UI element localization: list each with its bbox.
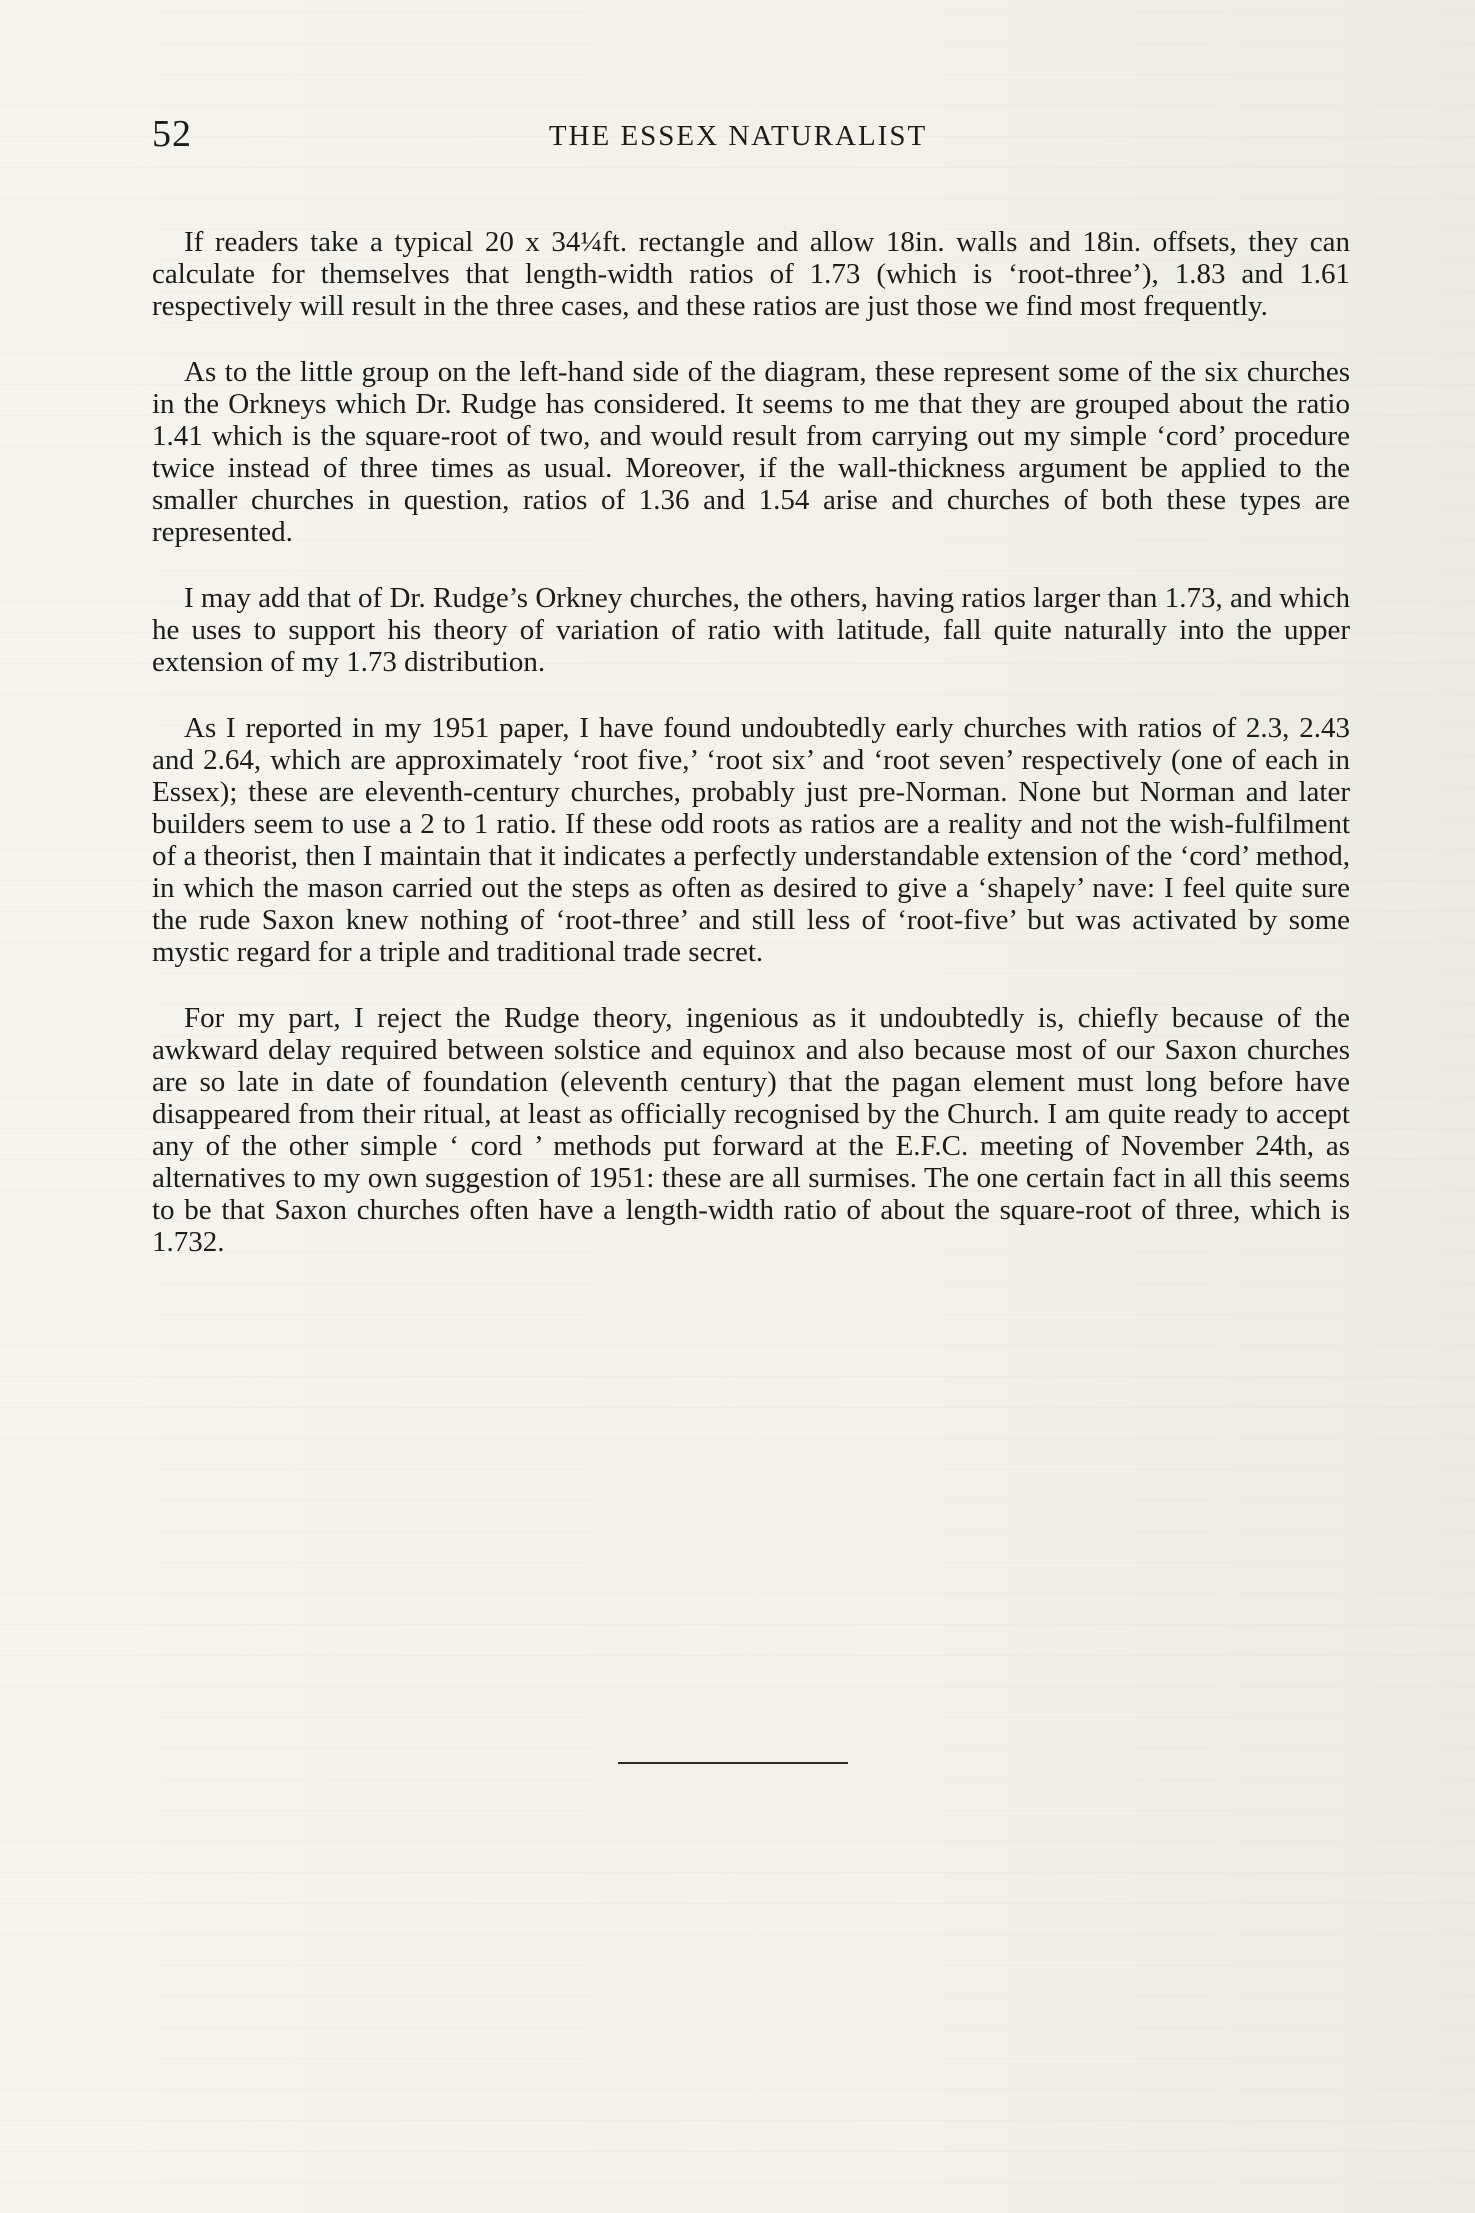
section-end-rule bbox=[618, 1762, 848, 1764]
paragraph-readers-rectangle: If readers take a typical 20 x 34¼ft. rectangle and allow 18in. walls and 18in. offsets, they can calculate for themselves that length-width ratios of 1.73 (which is ‘root-three’), 1.83 and 1.61 respectively will result in the three cases, and these ratios are just those we find most frequently. bbox=[152, 226, 1350, 322]
paragraph-reject-rudge-theory: For my part, I reject the Rudge theory, ingenious as it undoubtedly is, chiefly because of the awkward delay required between solstice and equinox and also because most of our Saxon churches are so late in date of foundation (eleventh century) that the pagan element must long before have disappeared from their ritual, at least as officially recognised by the Church. I am quite ready to accept any of the other simple ‘ cord ’ methods put forward at the E.F.C. meeting of November 24th, as alternatives to my own suggestion of 1951: these are all surmises. The one certain fact in all this seems to be that Saxon churches often have a length-width ratio of about the square-root of three, which is 1.732. bbox=[152, 1002, 1350, 1258]
page-header bbox=[152, 112, 1324, 162]
page-number: 52 bbox=[152, 113, 192, 155]
paragraph-orkney-group: As to the little group on the left-hand side of the diagram, these represent some of the six churches in the Orkneys which Dr. Rudge has considered. It seems to me that they are grouped about the ratio 1.41 which is the square-root of two, and would result from carrying out my simple ‘cord’ procedure twice instead of three times as usual. Moreover, if the wall-thickness argument be applied to the smaller churches in question, ratios of 1.36 and 1.54 arise and churches of both these types are represented. bbox=[152, 356, 1350, 548]
body-text bbox=[152, 226, 1350, 1292]
paragraph-1951-paper: As I reported in my 1951 paper, I have found undoubtedly early churches with ratios of 2.3, 2.43 and 2.64, which are approximately ‘root five,’ ‘root six’ and ‘root seven’ respectively (one of each in Essex); these are eleventh-century churches, probably just pre-Norman. None but Norman and later builders seem to use a 2 to 1 ratio. If these odd roots as ratios are a reality and not the wish-fulfilment of a theorist, then I maintain that it indicates a perfectly understandable extension of the ‘cord’ method, in which the mason carried out the steps as often as desired to give a ‘shapely’ nave: I feel quite sure the rude Saxon knew nothing of ‘root-three’ and still less of ‘root-five’ but was activated by some mystic regard for a triple and traditional trade secret. bbox=[152, 712, 1350, 968]
paragraph-rudge-orkney-churches: I may add that of Dr. Rudge’s Orkney churches, the others, having ratios larger than 1.73, and which he uses to support his theory of variation of ratio with latitude, fall quite naturally into the upper extension of my 1.73 distribution. bbox=[152, 582, 1350, 678]
running-title: THE ESSEX NATURALIST bbox=[548, 120, 928, 152]
